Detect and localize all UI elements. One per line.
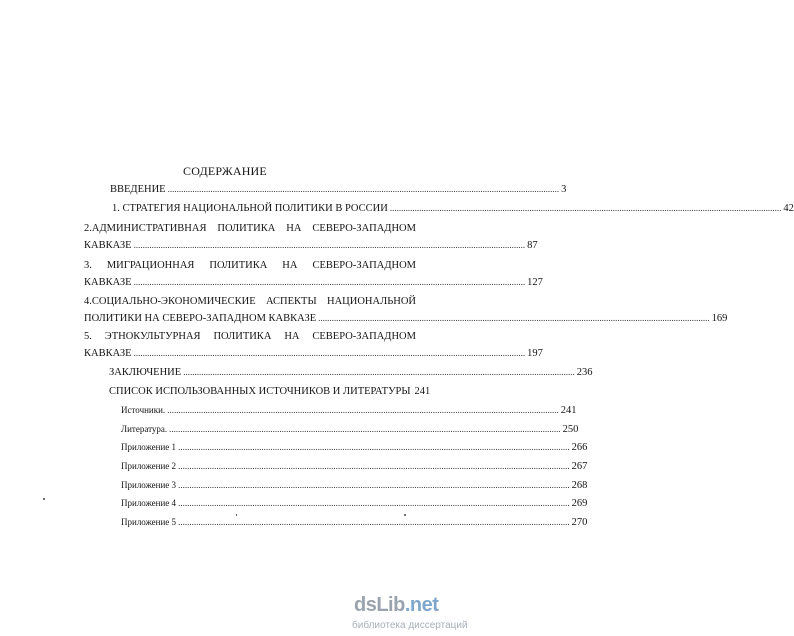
toc-entry-page: 270 bbox=[571, 517, 588, 528]
toc-word: ПОЛИТИКА bbox=[213, 331, 272, 342]
toc-word: 4.СОЦИАЛЬНО-ЭКОНОМИЧЕСКИЕ bbox=[84, 296, 256, 307]
toc-leader-dots bbox=[178, 516, 570, 529]
toc-entry-title-line2: ПОЛИТИКИ НА СЕВЕРО-ЗАПАДНОМ КАВКАЗЕ bbox=[84, 313, 317, 324]
toc-word: 5. bbox=[84, 331, 92, 342]
scan-speck bbox=[404, 514, 406, 516]
toc-entry-title: ВВЕДЕНИЕ bbox=[110, 184, 166, 195]
toc-entry-title: Приложение 1 bbox=[121, 442, 177, 452]
toc-entry-title-line2: КАВКАЗЕ bbox=[84, 240, 132, 251]
toc-word: СЕВЕРО-ЗАПАДНОМ bbox=[312, 223, 416, 234]
toc-entry-title: Приложение 4 bbox=[121, 498, 177, 508]
toc-entry-page: 267 bbox=[571, 461, 588, 472]
toc-leader-dots bbox=[134, 347, 526, 360]
toc-word: ПОЛИТИКА bbox=[209, 260, 268, 271]
toc-entry-literature[interactable] bbox=[121, 423, 579, 436]
toc-entry-page: 250 bbox=[562, 424, 579, 435]
toc-entry-title-line2: КАВКАЗЕ bbox=[84, 348, 132, 359]
toc-word: МИГРАЦИОННАЯ bbox=[106, 260, 195, 271]
toc-entry-title: ЗАКЛЮЧЕНИЕ bbox=[109, 367, 182, 378]
toc-leader-dots bbox=[134, 239, 526, 252]
toc-entry-title-line2: КАВКАЗЕ bbox=[84, 277, 132, 288]
toc-leader-dots bbox=[168, 183, 560, 196]
toc-leader-dots bbox=[390, 202, 782, 215]
toc-word: НА bbox=[284, 331, 300, 342]
toc-entry-introduction[interactable] bbox=[110, 183, 567, 196]
toc-entry-page: 266 bbox=[571, 442, 588, 453]
toc-word: 3. bbox=[84, 260, 92, 271]
toc-entry-title: 1. СТРАТЕГИЯ НАЦИОНАЛЬНОЙ ПОЛИТИКИ В РОССИИ bbox=[112, 203, 388, 214]
toc-entry-chapter-4[interactable] bbox=[84, 295, 728, 325]
toc-word: 2.АДМИНИСТРАТИВНАЯ bbox=[84, 223, 207, 234]
toc-entry-title: Приложение 5 bbox=[121, 517, 177, 527]
toc-entry-chapter-2[interactable] bbox=[84, 222, 538, 252]
toc-entry-title-line1 bbox=[84, 259, 416, 272]
toc-word: НАЦИОНАЛЬНОЙ bbox=[327, 296, 416, 307]
toc-entry-title-line1 bbox=[84, 330, 416, 343]
toc-entry-page: 87 bbox=[527, 240, 538, 251]
watermark-tagline: библиотека диссертаций bbox=[352, 620, 468, 631]
toc-entry-sources[interactable] bbox=[121, 404, 577, 417]
toc-word: НА bbox=[286, 223, 302, 234]
toc-entry-appendix-2[interactable] bbox=[121, 460, 588, 473]
toc-entry-chapter-3[interactable] bbox=[84, 259, 543, 289]
toc-entry-appendix-1[interactable] bbox=[121, 441, 588, 454]
toc-leader-dots bbox=[178, 441, 570, 454]
toc-entry-title: СПИСОК ИСПОЛЬЗОВАННЫХ ИСТОЧНИКОВ И ЛИТЕРАТУРЫ bbox=[109, 386, 411, 397]
toc-leader-dots bbox=[178, 460, 570, 473]
toc-leader-dots bbox=[183, 366, 575, 379]
toc-entry-page: 127 bbox=[527, 277, 543, 288]
toc-entry-title-line1 bbox=[84, 222, 416, 235]
toc-entry-bibliography[interactable] bbox=[109, 385, 431, 398]
scan-speck bbox=[43, 498, 45, 500]
watermark-logo-main: dsLib bbox=[354, 594, 405, 616]
toc-entry-title: Приложение 3 bbox=[121, 480, 177, 490]
watermark-logo-tld: .net bbox=[404, 594, 439, 616]
toc-word: СЕВЕРО-ЗАПАДНОМ bbox=[312, 331, 416, 342]
watermark bbox=[352, 594, 468, 634]
toc-entry-page: 269 bbox=[571, 498, 588, 509]
toc-entry-page: 268 bbox=[571, 480, 588, 491]
toc-entry-page: 241 bbox=[560, 405, 577, 416]
toc-entry-title: Приложение 2 bbox=[121, 461, 177, 471]
toc-leader-dots bbox=[167, 404, 559, 417]
toc-entry-page: 197 bbox=[527, 348, 543, 359]
toc-leader-dots bbox=[318, 312, 710, 325]
toc-entry-page: 3 bbox=[561, 184, 567, 195]
toc-entry-conclusion[interactable] bbox=[109, 366, 593, 379]
toc-entry-chapter-5[interactable] bbox=[84, 330, 543, 360]
toc-entry-title: Литература. bbox=[121, 424, 168, 434]
scan-speck bbox=[236, 514, 237, 516]
toc-entry-appendix-5[interactable] bbox=[121, 516, 588, 529]
toc-word: ПОЛИТИКА bbox=[217, 223, 276, 234]
toc-word: ЭТНОКУЛЬТУРНАЯ bbox=[104, 331, 201, 342]
toc-leader-dots bbox=[134, 276, 526, 289]
toc-word: АСПЕКТЫ bbox=[265, 296, 317, 307]
toc-leader-dots bbox=[169, 423, 561, 436]
toc-entry-page: 241 bbox=[414, 386, 431, 397]
watermark-logo bbox=[354, 594, 438, 617]
toc-word: СЕВЕРО-ЗАПАДНОМ bbox=[312, 260, 416, 271]
toc-leader-dots bbox=[178, 479, 570, 492]
toc-entry-page: 169 bbox=[711, 313, 728, 324]
toc-entry-chapter-1[interactable] bbox=[112, 202, 794, 215]
toc-leader-dots bbox=[178, 497, 570, 510]
toc-entry-page: 236 bbox=[576, 367, 593, 378]
toc-entry-title: Источники. bbox=[121, 405, 166, 415]
toc-entry-title-line1 bbox=[84, 295, 416, 308]
toc-entry-appendix-4[interactable] bbox=[121, 497, 588, 510]
page-title: СОДЕРЖАНИЕ bbox=[183, 164, 267, 178]
toc-word: НА bbox=[282, 260, 298, 271]
toc-entry-appendix-3[interactable] bbox=[121, 479, 588, 492]
toc-entry-page: 42 bbox=[783, 203, 794, 214]
